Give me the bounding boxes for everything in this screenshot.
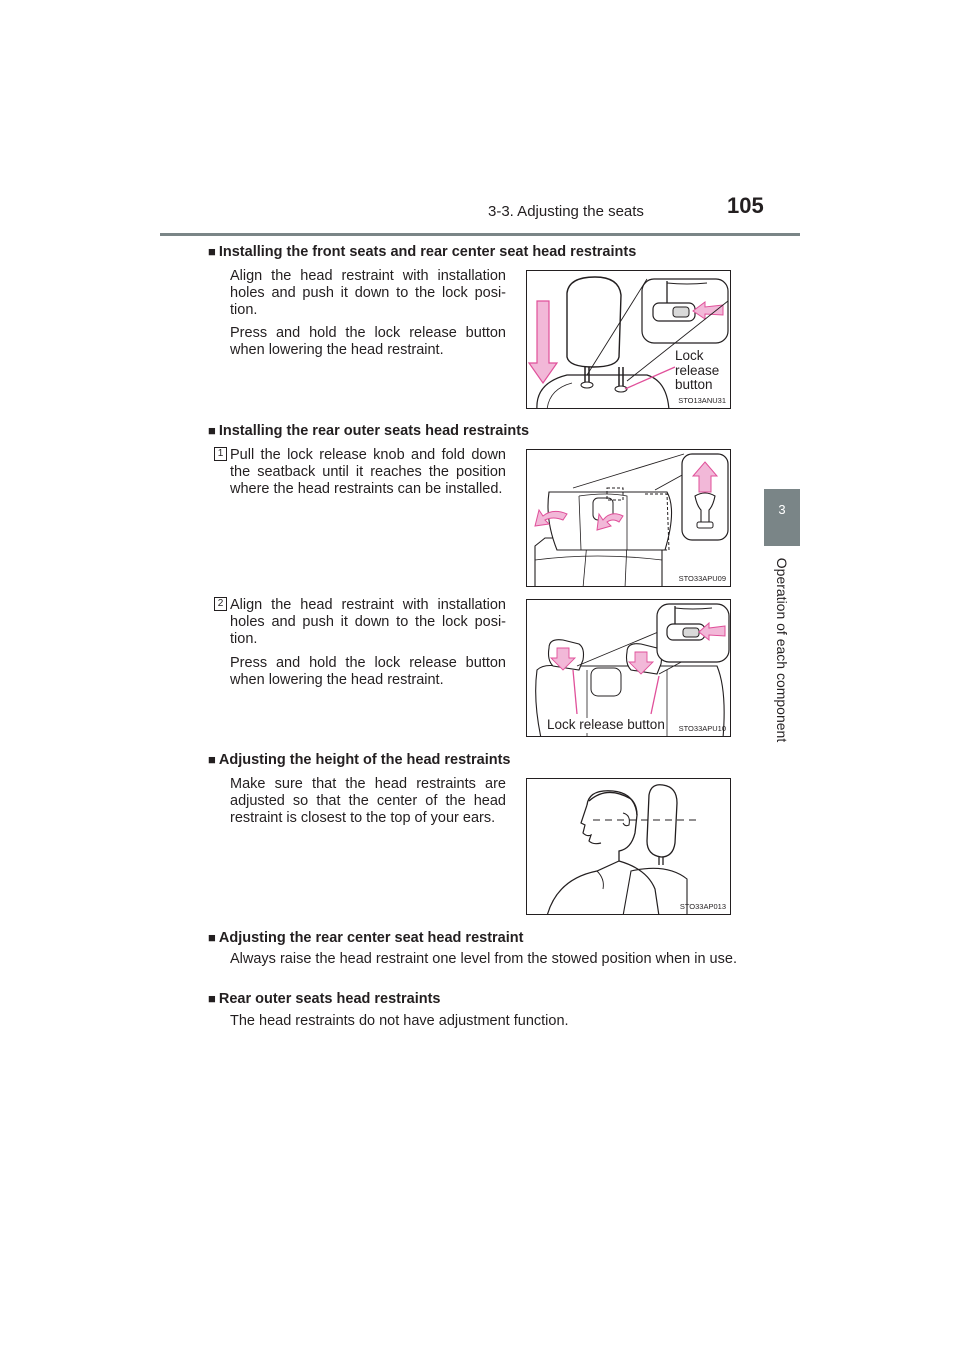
heading-marker: ■ <box>208 991 216 1006</box>
chapter-tab <box>764 489 800 546</box>
heading-marker: ■ <box>208 752 216 767</box>
step-2-para-2: Press and hold the lock release button when lowering the head restraint. <box>230 655 506 688</box>
height-adjust-para: Make sure that the head restraints are adjusted so that the center of the head restraint is closest to the top of your ears. <box>230 776 506 826</box>
heading-rear-outer-info <box>208 991 440 1007</box>
rear-seatback-fold-illustration <box>527 450 731 587</box>
head-restraint-height-illustration <box>527 779 731 915</box>
figure-head-restraint-height <box>526 778 731 915</box>
step-2-para-1: Align the head restraint with installation holes and push it down to the lock posi-tion. <box>230 597 506 647</box>
figure-code: STO33APU09 <box>678 574 726 583</box>
heading-text: Adjusting the height of the head restraints <box>218 752 511 768</box>
rear-center-adjust-para: Always raise the head restraint one level from the stowed position when in use. <box>230 951 737 967</box>
figure-front-head-restraint <box>526 270 731 409</box>
heading-text: Installing the rear outer seats head restraints <box>218 423 530 439</box>
step-1-text: Pull the lock release knob and fold down the seatback until it reaches the position where the head restraints can be installed. <box>230 447 506 497</box>
heading-rear-outer-install <box>208 423 529 439</box>
figure-code: STO13ANU31 <box>678 396 726 405</box>
heading-text: Adjusting the rear center seat head restraint <box>218 930 524 946</box>
front-install-para-1: Align the head restraint with installation holes and push it down to the lock posi-tion. <box>230 268 506 318</box>
heading-rear-center-adjust <box>208 930 523 946</box>
figure-code: STO33AP013 <box>679 902 726 911</box>
figure-rear-seatback-fold <box>526 449 731 587</box>
rear-outer-info-para: The head restraints do not have adjustment function. <box>230 1013 569 1029</box>
heading-height-adjust <box>208 752 511 768</box>
heading-front-install <box>208 244 636 260</box>
step-number-2: 2 <box>214 597 227 611</box>
chapter-title: Operation of each component <box>774 557 790 743</box>
figure-rear-outer-head-restraint <box>526 599 731 737</box>
header-rule <box>160 233 800 236</box>
heading-marker: ■ <box>208 930 216 945</box>
section-title: 3-3. Adjusting the seats <box>488 203 644 220</box>
front-install-para-2: Press and hold the lock release button when lowering the head restraint. <box>230 325 506 358</box>
step-number-1: 1 <box>214 447 227 461</box>
figure-callout-lock-release-button: Lock release button <box>547 717 665 732</box>
heading-text: Installing the front seats and rear center seat head restraints <box>218 244 637 260</box>
chapter-tab-number: 3 <box>778 502 786 517</box>
heading-marker: ■ <box>208 423 216 438</box>
heading-marker: ■ <box>208 244 216 259</box>
figure-code: STO33APU10 <box>678 724 726 733</box>
heading-text: Rear outer seats head restraints <box>218 991 441 1007</box>
figure-callout-lock-release: Lock release button <box>675 348 720 392</box>
page-number: 105 <box>727 193 764 218</box>
